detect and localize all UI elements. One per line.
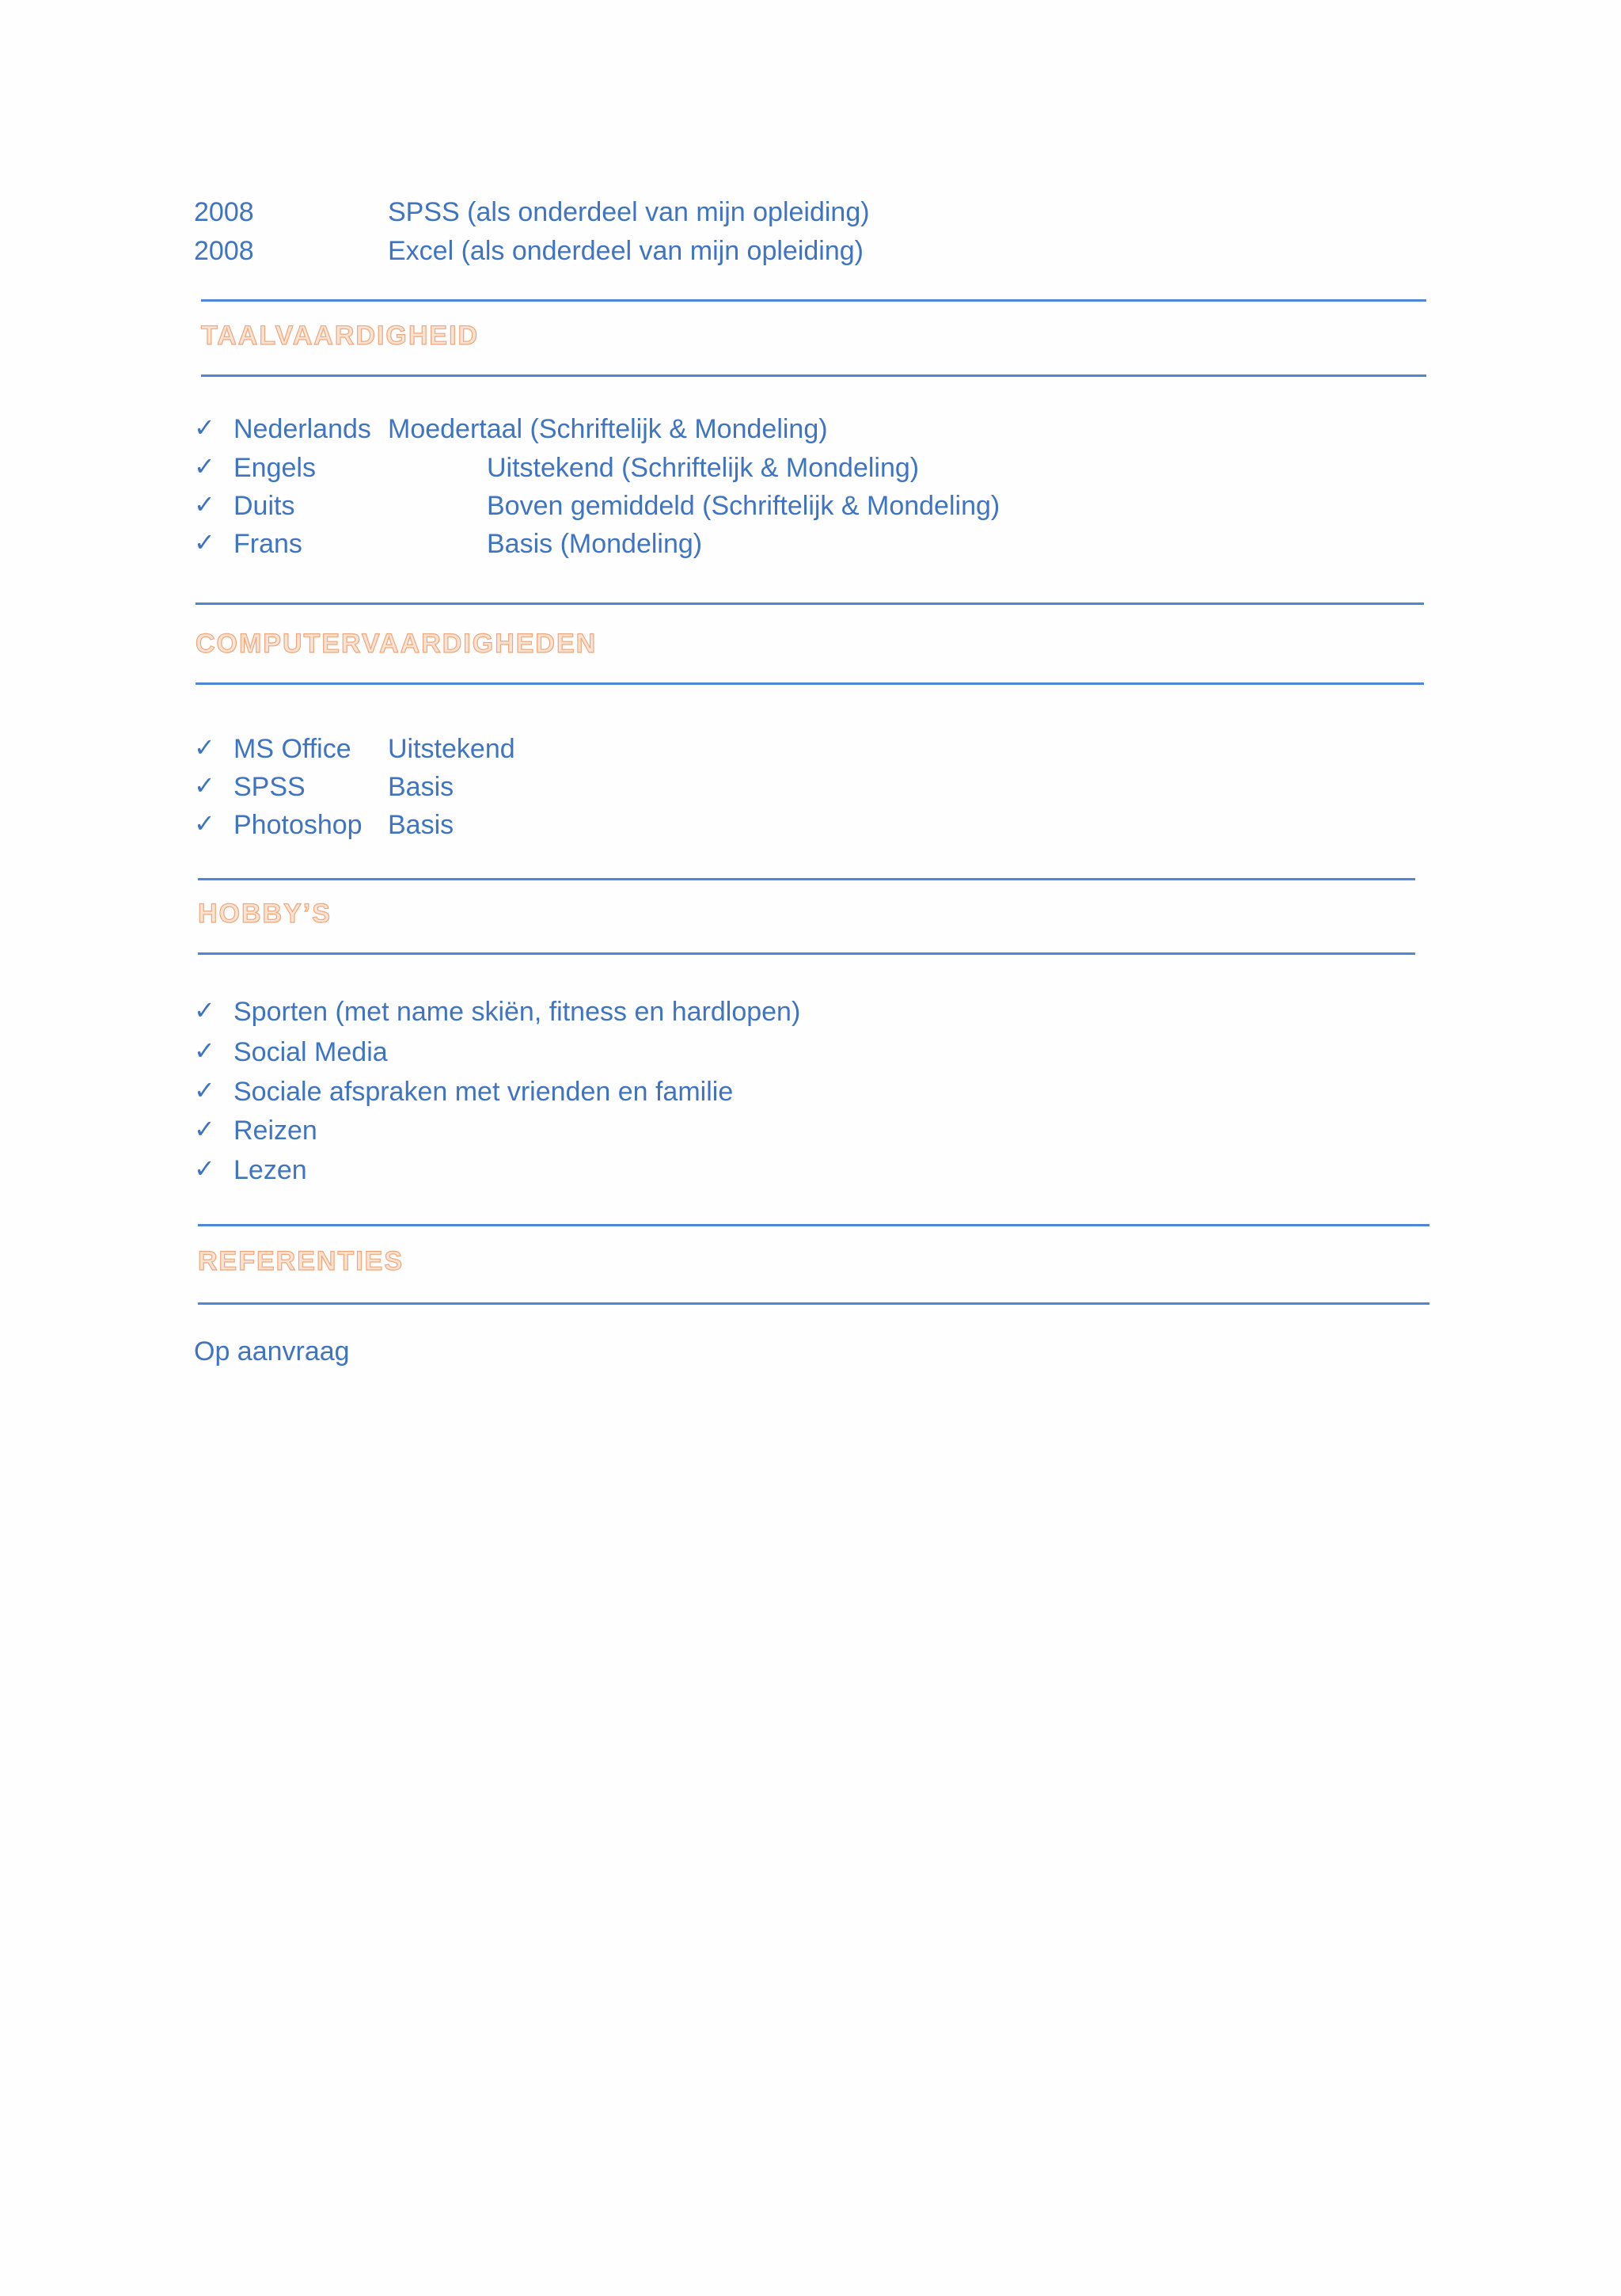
section-heading-references: REFERENTIES <box>198 1246 404 1276</box>
section-heading-computer: COMPUTERVAARDIGHEDEN <box>196 629 598 659</box>
section-heading-languages: TAALVAARDIGHEID <box>201 321 480 351</box>
language-name: Nederlands <box>233 414 371 444</box>
section-rule <box>198 1302 1429 1305</box>
check-icon: ✓ <box>194 809 215 838</box>
course-label: SPSS (als onderdeel van mijn opleiding) <box>388 197 870 227</box>
language-level: Uitstekend (Schriftelijk & Mondeling) <box>487 453 920 483</box>
language-name: Duits <box>233 491 295 521</box>
language-level: Moedertaal (Schriftelijk & Mondeling) <box>388 414 828 444</box>
check-icon: ✓ <box>194 1036 215 1065</box>
check-icon: ✓ <box>194 413 215 442</box>
check-icon: ✓ <box>194 528 215 557</box>
section-rule <box>198 1224 1429 1226</box>
check-icon: ✓ <box>194 771 215 800</box>
section-rule <box>201 299 1426 302</box>
check-icon: ✓ <box>194 452 215 481</box>
check-icon: ✓ <box>194 1115 215 1143</box>
check-icon: ✓ <box>194 996 215 1024</box>
check-icon: ✓ <box>194 733 215 762</box>
computer-skill-level: Basis <box>388 810 454 840</box>
computer-skill-level: Uitstekend <box>388 734 515 764</box>
hobby-item: Sociale afspraken met vrienden en familie <box>233 1077 734 1107</box>
language-name: Frans <box>233 529 302 559</box>
section-rule <box>201 374 1426 377</box>
section-rule <box>196 682 1424 685</box>
hobby-item: Reizen <box>233 1116 317 1146</box>
section-heading-hobbies: HOBBY’S <box>198 899 332 929</box>
hobby-item: Lezen <box>233 1155 307 1185</box>
course-year: 2008 <box>194 197 254 227</box>
hobby-item: Sporten (met name skiën, fitness en hardlopen) <box>233 997 801 1027</box>
references-text: Op aanvraag <box>194 1336 350 1367</box>
check-icon: ✓ <box>194 1076 215 1104</box>
hobby-item: Social Media <box>233 1037 388 1067</box>
computer-skill-level: Basis <box>388 772 454 802</box>
language-name: Engels <box>233 453 316 483</box>
course-year: 2008 <box>194 236 254 266</box>
computer-skill-name: MS Office <box>233 734 351 764</box>
section-rule <box>198 878 1415 880</box>
computer-skill-name: Photoshop <box>233 810 363 840</box>
check-icon: ✓ <box>194 490 215 519</box>
section-rule <box>198 952 1415 955</box>
computer-skill-name: SPSS <box>233 772 306 802</box>
check-icon: ✓ <box>194 1154 215 1183</box>
language-level: Boven gemiddeld (Schriftelijk & Mondeling) <box>487 491 1000 521</box>
course-label: Excel (als onderdeel van mijn opleiding) <box>388 236 864 266</box>
language-level: Basis (Mondeling) <box>487 529 703 559</box>
section-rule <box>196 603 1424 605</box>
